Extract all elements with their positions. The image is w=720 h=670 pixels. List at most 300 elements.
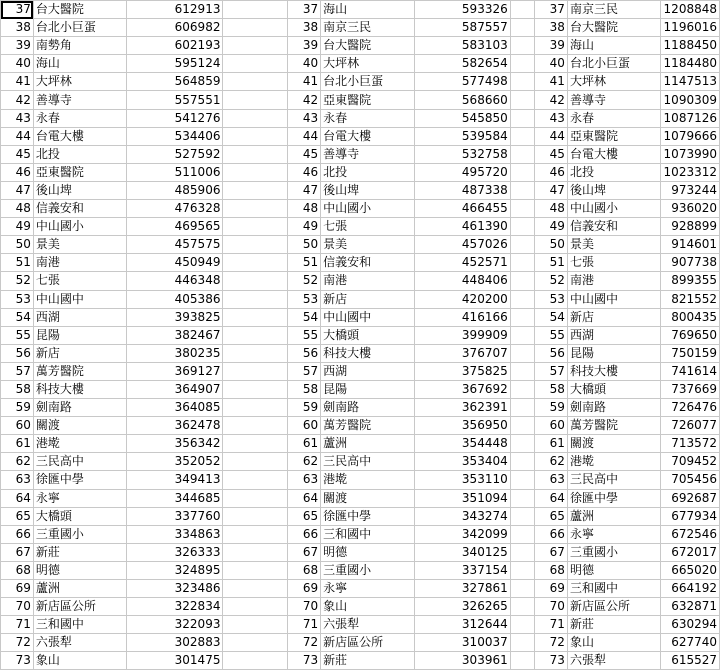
station-cell[interactable]: 蘆洲 [567,507,661,525]
rank-cell[interactable]: 56 [288,344,321,362]
rank-cell[interactable]: 39 [288,37,321,55]
station-cell[interactable]: 景美 [321,236,415,254]
empty-cell[interactable] [223,362,288,380]
empty-cell[interactable] [223,580,288,598]
empty-cell[interactable] [223,272,288,290]
station-cell[interactable]: 永春 [33,109,127,127]
ridership-cell[interactable]: 1073990 [661,145,720,163]
rank-cell[interactable]: 45 [1,145,34,163]
ridership-cell[interactable]: 466455 [414,200,510,218]
rank-cell[interactable]: 47 [535,181,568,199]
empty-cell[interactable] [510,163,534,181]
ridership-cell[interactable]: 627740 [661,634,720,652]
rank-cell[interactable]: 44 [1,127,34,145]
station-cell[interactable]: 後山埤 [567,181,661,199]
rank-cell[interactable]: 64 [535,489,568,507]
station-cell[interactable]: 六張犁 [567,652,661,670]
ridership-cell[interactable]: 375825 [414,362,510,380]
station-cell[interactable]: 永寧 [321,580,415,598]
station-cell[interactable]: 新店區公所 [321,634,415,652]
rank-cell[interactable]: 45 [535,145,568,163]
empty-cell[interactable] [223,435,288,453]
station-cell[interactable]: 中山國中 [567,290,661,308]
station-cell[interactable]: 象山 [567,634,661,652]
ridership-cell[interactable]: 367692 [414,380,510,398]
ridership-cell[interactable]: 364907 [127,380,223,398]
station-cell[interactable]: 台北小巨蛋 [567,55,661,73]
station-cell[interactable]: 西湖 [567,326,661,344]
ridership-cell[interactable]: 737669 [661,380,720,398]
rank-cell[interactable]: 72 [288,634,321,652]
rank-cell[interactable]: 64 [1,489,34,507]
empty-cell[interactable] [223,200,288,218]
rank-cell[interactable]: 41 [288,73,321,91]
ridership-cell[interactable]: 726077 [661,417,720,435]
station-cell[interactable]: 大橋頭 [567,380,661,398]
station-cell[interactable]: 三和國中 [321,525,415,543]
station-cell[interactable]: 昆陽 [567,344,661,362]
empty-cell[interactable] [223,254,288,272]
rank-cell[interactable]: 52 [535,272,568,290]
empty-cell[interactable] [510,290,534,308]
station-cell[interactable]: 景美 [567,236,661,254]
empty-cell[interactable] [510,254,534,272]
rank-cell[interactable]: 40 [288,55,321,73]
ridership-cell[interactable]: 334863 [127,525,223,543]
rank-cell[interactable]: 69 [288,580,321,598]
rank-cell[interactable]: 49 [1,218,34,236]
rank-cell[interactable]: 46 [1,163,34,181]
station-cell[interactable]: 三民高中 [321,453,415,471]
ridership-cell[interactable]: 1196016 [661,19,720,37]
station-cell[interactable]: 三和國中 [33,616,127,634]
station-cell[interactable]: 亞東醫院 [321,91,415,109]
ridership-cell[interactable]: 583103 [414,37,510,55]
empty-cell[interactable] [223,19,288,37]
empty-cell[interactable] [510,489,534,507]
station-cell[interactable]: 昆陽 [33,326,127,344]
empty-cell[interactable] [510,344,534,362]
rank-cell[interactable]: 61 [1,435,34,453]
station-cell[interactable]: 科技大樓 [567,362,661,380]
ridership-cell[interactable]: 726476 [661,399,720,417]
ridership-cell[interactable]: 709452 [661,453,720,471]
rank-cell[interactable]: 68 [288,561,321,579]
station-cell[interactable]: 台大醫院 [33,1,127,19]
ridership-cell[interactable]: 322834 [127,598,223,616]
empty-cell[interactable] [223,507,288,525]
empty-cell[interactable] [510,652,534,670]
rank-cell[interactable]: 73 [1,652,34,670]
ridership-cell[interactable]: 541276 [127,109,223,127]
station-cell[interactable]: 大坪林 [33,73,127,91]
empty-cell[interactable] [223,489,288,507]
rank-cell[interactable]: 44 [288,127,321,145]
rank-cell[interactable]: 54 [1,308,34,326]
empty-cell[interactable] [223,145,288,163]
ridership-cell[interactable]: 677934 [661,507,720,525]
station-cell[interactable]: 善導寺 [33,91,127,109]
empty-cell[interactable] [510,471,534,489]
ridership-cell[interactable]: 545850 [414,109,510,127]
station-cell[interactable]: 三重國小 [567,543,661,561]
empty-cell[interactable] [510,580,534,598]
rank-cell[interactable]: 70 [1,598,34,616]
station-cell[interactable]: 中山國小 [567,200,661,218]
empty-cell[interactable] [223,163,288,181]
station-cell[interactable]: 三重國小 [321,561,415,579]
station-cell[interactable]: 後山埤 [33,181,127,199]
rank-cell[interactable]: 65 [535,507,568,525]
station-cell[interactable]: 科技大樓 [321,344,415,362]
rank-cell[interactable]: 67 [288,543,321,561]
ridership-cell[interactable]: 452571 [414,254,510,272]
station-cell[interactable]: 新店 [33,344,127,362]
ridership-cell[interactable]: 487338 [414,181,510,199]
ridership-cell[interactable]: 362478 [127,417,223,435]
rank-cell[interactable]: 37 [1,1,34,19]
ridership-cell[interactable]: 476328 [127,200,223,218]
ridership-cell[interactable]: 595124 [127,55,223,73]
empty-cell[interactable] [510,308,534,326]
rank-cell[interactable]: 45 [288,145,321,163]
station-cell[interactable]: 劍南路 [321,399,415,417]
ridership-cell[interactable]: 899355 [661,272,720,290]
ridership-cell[interactable]: 821552 [661,290,720,308]
station-cell[interactable]: 萬芳醫院 [567,417,661,435]
station-cell[interactable]: 明德 [321,543,415,561]
rank-cell[interactable]: 55 [535,326,568,344]
station-cell[interactable]: 徐匯中學 [321,507,415,525]
ridership-cell[interactable]: 511006 [127,163,223,181]
station-cell[interactable]: 信義安和 [33,200,127,218]
station-cell[interactable]: 萬芳醫院 [321,417,415,435]
rank-cell[interactable]: 56 [1,344,34,362]
station-cell[interactable]: 南港 [321,272,415,290]
rank-cell[interactable]: 41 [535,73,568,91]
ridership-cell[interactable]: 312644 [414,616,510,634]
station-cell[interactable]: 西湖 [321,362,415,380]
ridership-cell[interactable]: 457026 [414,236,510,254]
rank-cell[interactable]: 54 [535,308,568,326]
rank-cell[interactable]: 71 [535,616,568,634]
empty-cell[interactable] [510,380,534,398]
empty-cell[interactable] [223,652,288,670]
empty-cell[interactable] [510,218,534,236]
ridership-cell[interactable]: 606982 [127,19,223,37]
rank-cell[interactable]: 50 [1,236,34,254]
ridership-cell[interactable]: 376707 [414,344,510,362]
ridership-cell[interactable]: 420200 [414,290,510,308]
station-cell[interactable]: 新莊 [321,652,415,670]
rank-cell[interactable]: 73 [288,652,321,670]
ridership-cell[interactable]: 405386 [127,290,223,308]
ridership-cell[interactable]: 364085 [127,399,223,417]
ridership-cell[interactable]: 692687 [661,489,720,507]
ridership-cell[interactable]: 928899 [661,218,720,236]
station-cell[interactable]: 新莊 [567,616,661,634]
empty-cell[interactable] [223,634,288,652]
ridership-cell[interactable]: 416166 [414,308,510,326]
empty-cell[interactable] [510,37,534,55]
station-cell[interactable]: 明德 [567,561,661,579]
ridership-cell[interactable]: 1023312 [661,163,720,181]
station-cell[interactable]: 台電大樓 [321,127,415,145]
empty-cell[interactable] [510,634,534,652]
rank-cell[interactable]: 69 [535,580,568,598]
ridership-cell[interactable]: 1079666 [661,127,720,145]
station-cell[interactable]: 徐匯中學 [567,489,661,507]
rank-cell[interactable]: 58 [535,380,568,398]
ridership-cell[interactable]: 800435 [661,308,720,326]
station-cell[interactable]: 新店 [321,290,415,308]
ridership-cell[interactable]: 741614 [661,362,720,380]
empty-cell[interactable] [223,91,288,109]
station-cell[interactable]: 科技大樓 [33,380,127,398]
empty-cell[interactable] [510,453,534,471]
station-cell[interactable]: 信義安和 [321,254,415,272]
station-cell[interactable]: 中山國小 [321,200,415,218]
rank-cell[interactable]: 61 [288,435,321,453]
ridership-cell[interactable]: 461390 [414,218,510,236]
rank-cell[interactable]: 59 [288,399,321,417]
empty-cell[interactable] [223,525,288,543]
ridership-cell[interactable]: 664192 [661,580,720,598]
ridership-cell[interactable]: 612913 [127,1,223,19]
ridership-cell[interactable]: 353110 [414,471,510,489]
rank-cell[interactable]: 68 [1,561,34,579]
ridership-cell[interactable]: 914601 [661,236,720,254]
station-cell[interactable]: 徐匯中學 [33,471,127,489]
ridership-cell[interactable]: 672546 [661,525,720,543]
ridership-cell[interactable]: 356342 [127,435,223,453]
empty-cell[interactable] [223,344,288,362]
rank-cell[interactable]: 53 [288,290,321,308]
station-cell[interactable]: 大坪林 [321,55,415,73]
ridership-cell[interactable]: 369127 [127,362,223,380]
rank-cell[interactable]: 52 [1,272,34,290]
rank-cell[interactable]: 63 [1,471,34,489]
station-cell[interactable]: 三和國中 [567,580,661,598]
ridership-cell[interactable]: 353404 [414,453,510,471]
empty-cell[interactable] [223,236,288,254]
empty-cell[interactable] [510,127,534,145]
station-cell[interactable]: 關渡 [567,435,661,453]
ridership-cell[interactable]: 582654 [414,55,510,73]
rank-cell[interactable]: 48 [288,200,321,218]
station-cell[interactable]: 善導寺 [567,91,661,109]
station-cell[interactable]: 北投 [33,145,127,163]
rank-cell[interactable]: 62 [1,453,34,471]
ridership-cell[interactable]: 568660 [414,91,510,109]
ridership-cell[interactable]: 352052 [127,453,223,471]
ridership-cell[interactable]: 1087126 [661,109,720,127]
station-cell[interactable]: 七張 [33,272,127,290]
ridership-cell[interactable]: 485906 [127,181,223,199]
ridership-cell[interactable]: 337154 [414,561,510,579]
ridership-cell[interactable]: 446348 [127,272,223,290]
station-cell[interactable]: 劍南路 [567,399,661,417]
rank-cell[interactable]: 60 [1,417,34,435]
empty-cell[interactable] [223,290,288,308]
station-cell[interactable]: 大坪林 [567,73,661,91]
ridership-cell[interactable]: 630294 [661,616,720,634]
station-cell[interactable]: 北投 [567,163,661,181]
ridership-cell[interactable]: 324895 [127,561,223,579]
empty-cell[interactable] [510,326,534,344]
empty-cell[interactable] [223,55,288,73]
station-cell[interactable]: 明德 [33,561,127,579]
empty-cell[interactable] [223,471,288,489]
ridership-cell[interactable]: 337760 [127,507,223,525]
station-cell[interactable]: 信義安和 [567,218,661,236]
rank-cell[interactable]: 71 [288,616,321,634]
station-cell[interactable]: 港墘 [321,471,415,489]
station-cell[interactable]: 景美 [33,236,127,254]
rank-cell[interactable]: 62 [535,453,568,471]
rank-cell[interactable]: 50 [288,236,321,254]
rank-cell[interactable]: 65 [288,507,321,525]
station-cell[interactable]: 永寧 [567,525,661,543]
empty-cell[interactable] [510,561,534,579]
station-cell[interactable]: 蘆洲 [33,580,127,598]
empty-cell[interactable] [510,145,534,163]
empty-cell[interactable] [223,109,288,127]
empty-cell[interactable] [223,181,288,199]
rank-cell[interactable]: 43 [1,109,34,127]
ridership-cell[interactable]: 349413 [127,471,223,489]
rank-cell[interactable]: 39 [1,37,34,55]
rank-cell[interactable]: 57 [535,362,568,380]
rank-cell[interactable]: 47 [288,181,321,199]
rank-cell[interactable]: 40 [535,55,568,73]
rank-cell[interactable]: 38 [288,19,321,37]
ridership-cell[interactable]: 532758 [414,145,510,163]
station-cell[interactable]: 台北小巨蛋 [321,73,415,91]
ridership-cell[interactable]: 354448 [414,435,510,453]
station-cell[interactable]: 昆陽 [321,380,415,398]
empty-cell[interactable] [510,417,534,435]
station-cell[interactable]: 港墘 [567,453,661,471]
ridership-cell[interactable]: 351094 [414,489,510,507]
rank-cell[interactable]: 46 [535,163,568,181]
empty-cell[interactable] [223,308,288,326]
empty-cell[interactable] [510,1,534,19]
rank-cell[interactable]: 53 [1,290,34,308]
rank-cell[interactable]: 71 [1,616,34,634]
ridership-cell[interactable]: 593326 [414,1,510,19]
ridership-cell[interactable]: 527592 [127,145,223,163]
station-cell[interactable]: 中山國中 [321,308,415,326]
ridership-cell[interactable]: 587557 [414,19,510,37]
rank-cell[interactable]: 72 [1,634,34,652]
empty-cell[interactable] [223,417,288,435]
station-cell[interactable]: 港墘 [33,435,127,453]
ridership-cell[interactable]: 310037 [414,634,510,652]
ridership-cell[interactable]: 356950 [414,417,510,435]
ridership-cell[interactable]: 380235 [127,344,223,362]
empty-cell[interactable] [223,1,288,19]
station-cell[interactable]: 七張 [321,218,415,236]
rank-cell[interactable]: 51 [288,254,321,272]
station-cell[interactable]: 新莊 [33,543,127,561]
rank-cell[interactable]: 54 [288,308,321,326]
ridership-cell[interactable]: 1208848 [661,1,720,19]
ridership-cell[interactable]: 382467 [127,326,223,344]
station-cell[interactable]: 永春 [567,109,661,127]
rank-cell[interactable]: 68 [535,561,568,579]
station-cell[interactable]: 劍南路 [33,399,127,417]
station-cell[interactable]: 北投 [321,163,415,181]
empty-cell[interactable] [223,598,288,616]
ridership-cell[interactable]: 342099 [414,525,510,543]
empty-cell[interactable] [510,399,534,417]
ridership-cell[interactable]: 393825 [127,308,223,326]
station-cell[interactable]: 三民高中 [33,453,127,471]
ridership-cell[interactable]: 750159 [661,344,720,362]
empty-cell[interactable] [510,236,534,254]
station-cell[interactable]: 關渡 [321,489,415,507]
ridership-cell[interactable]: 907738 [661,254,720,272]
rank-cell[interactable]: 59 [535,399,568,417]
ridership-cell[interactable]: 343274 [414,507,510,525]
rank-cell[interactable]: 73 [535,652,568,670]
station-cell[interactable]: 七張 [567,254,661,272]
empty-cell[interactable] [510,543,534,561]
rank-cell[interactable]: 55 [1,326,34,344]
station-cell[interactable]: 大橋頭 [321,326,415,344]
rank-cell[interactable]: 58 [1,380,34,398]
ridership-cell[interactable]: 303961 [414,652,510,670]
rank-cell[interactable]: 66 [1,525,34,543]
rank-cell[interactable]: 42 [1,91,34,109]
rank-cell[interactable]: 55 [288,326,321,344]
empty-cell[interactable] [510,55,534,73]
station-cell[interactable]: 善導寺 [321,145,415,163]
ridership-cell[interactable]: 615527 [661,652,720,670]
rank-cell[interactable]: 56 [535,344,568,362]
rank-cell[interactable]: 44 [535,127,568,145]
ridership-cell[interactable]: 340125 [414,543,510,561]
ridership-cell[interactable]: 602193 [127,37,223,55]
empty-cell[interactable] [510,272,534,290]
rank-cell[interactable]: 66 [535,525,568,543]
empty-cell[interactable] [510,109,534,127]
ridership-cell[interactable]: 399909 [414,326,510,344]
ridership-cell[interactable]: 672017 [661,543,720,561]
rank-cell[interactable]: 57 [1,362,34,380]
station-cell[interactable]: 三重國小 [33,525,127,543]
ridership-cell[interactable]: 344685 [127,489,223,507]
station-cell[interactable]: 後山埤 [321,181,415,199]
ridership-cell[interactable]: 577498 [414,73,510,91]
ridership-cell[interactable]: 632871 [661,598,720,616]
rank-cell[interactable]: 67 [1,543,34,561]
rank-cell[interactable]: 38 [1,19,34,37]
empty-cell[interactable] [510,525,534,543]
station-cell[interactable]: 象山 [33,652,127,670]
rank-cell[interactable]: 60 [535,417,568,435]
empty-cell[interactable] [510,598,534,616]
rank-cell[interactable]: 61 [535,435,568,453]
rank-cell[interactable]: 42 [535,91,568,109]
empty-cell[interactable] [510,507,534,525]
rank-cell[interactable]: 43 [535,109,568,127]
ridership-cell[interactable]: 1090309 [661,91,720,109]
rank-cell[interactable]: 58 [288,380,321,398]
rank-cell[interactable]: 38 [535,19,568,37]
station-cell[interactable]: 亞東醫院 [33,163,127,181]
